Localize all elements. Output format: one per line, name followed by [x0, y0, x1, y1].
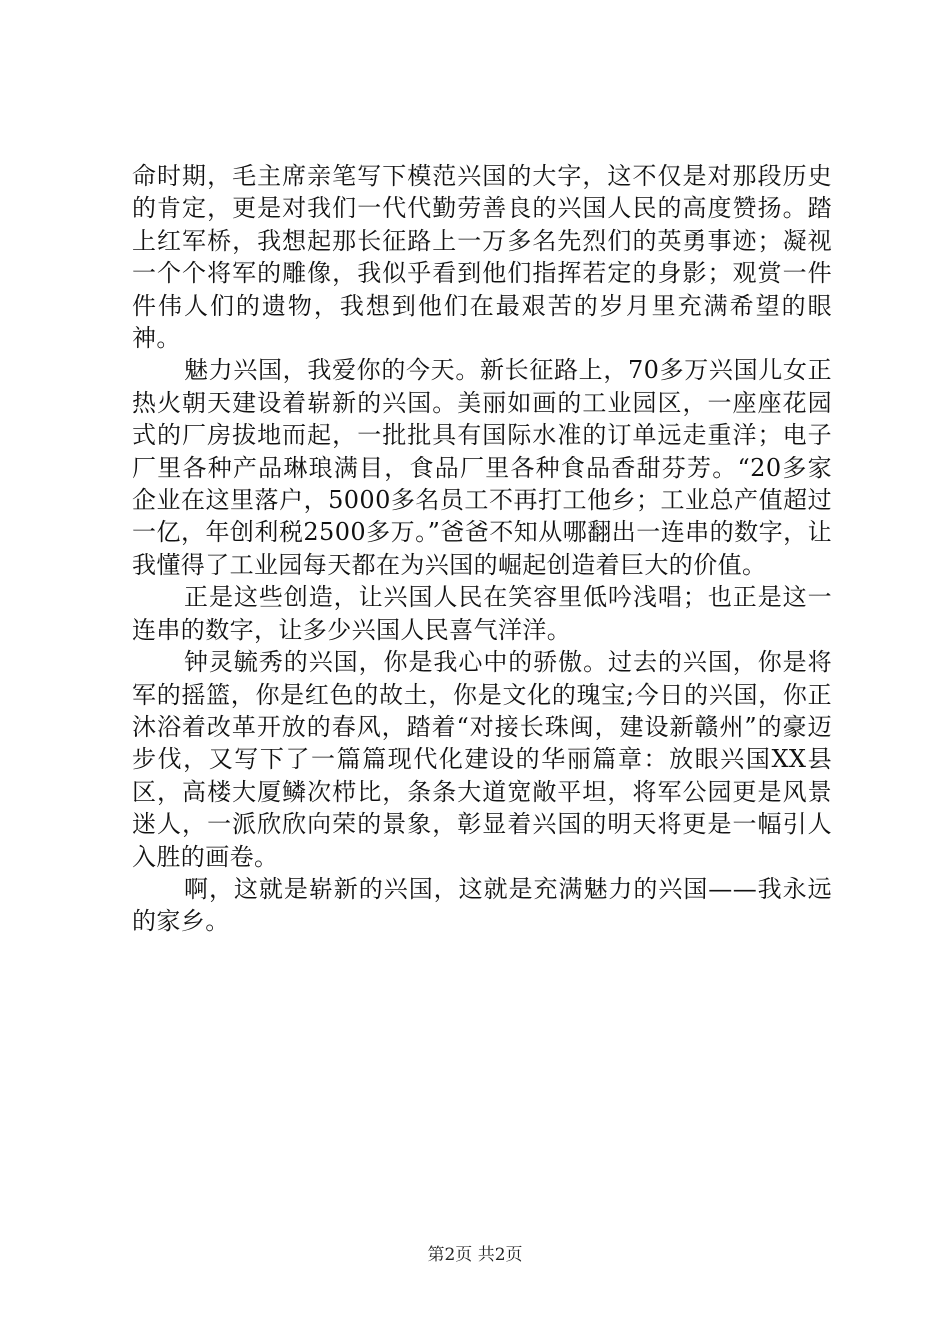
- paragraph-pride: 钟灵毓秀的兴国，你是我心中的骄傲。过去的兴国，你是将军的摇篮，你是红色的故土，你是文化的瑰宝;今日的兴国，你正沐浴着改革开放的春风，踏着“对接长珠闽，建设新赣州”的豪迈步伐，又写下了一篇篇现代化建设的华丽篇章：放眼兴国XX县区，高楼大厦鳞次栉比，条条大道宽敞平坦，将军公园更是风景迷人，一派欣欣向荣的景象，彰显着兴国的明天将更是一幅引人入胜的画卷。: [132, 648, 832, 871]
- paragraph-creation: 正是这些创造，让兴国人民在笑容里低吟浅唱；也正是这一连串的数字，让多少兴国人民喜气洋洋。: [132, 583, 832, 644]
- paragraph-today: 魅力兴国，我爱你的今天。新长征路上，70多万兴国儿女正热火朝天建设着崭新的兴国。美丽如画的工业园区，一座座花园式的厂房拔地而起，一批批具有国际水准的订单远走重洋；电子厂里各种产品琳琅满目，食品厂里各种食品香甜芬芳。“20多家企业在这里落户，5000多名员工不再打工他乡；工业总产值超过一亿，年创利税2500多万。”爸爸不知从哪翻出一连串的数字，让我懂得了工业园每天都在为兴国的崛起创造着巨大的价值。: [132, 356, 832, 579]
- paragraph-continuation: 命时期，毛主席亲笔写下模范兴国的大字，这不仅是对那段历史的肯定，更是对我们一代代勤劳善良的兴国人民的高度赞扬。踏上红军桥，我想起那长征路上一万多名先烈们的英勇事迹；凝视一个个将军的雕像，我似乎看到他们指挥若定的身影；观赏一件件伟人们的遗物，我想到他们在最艰苦的岁月里充满希望的眼神。: [132, 162, 832, 353]
- page-footer: 第2页 共2页: [427, 1245, 523, 1265]
- paragraph-conclusion: 啊，这就是崭新的兴国，这就是充满魅力的兴国——我永远的家乡。: [132, 874, 832, 936]
- document-body: [132, 160, 832, 938]
